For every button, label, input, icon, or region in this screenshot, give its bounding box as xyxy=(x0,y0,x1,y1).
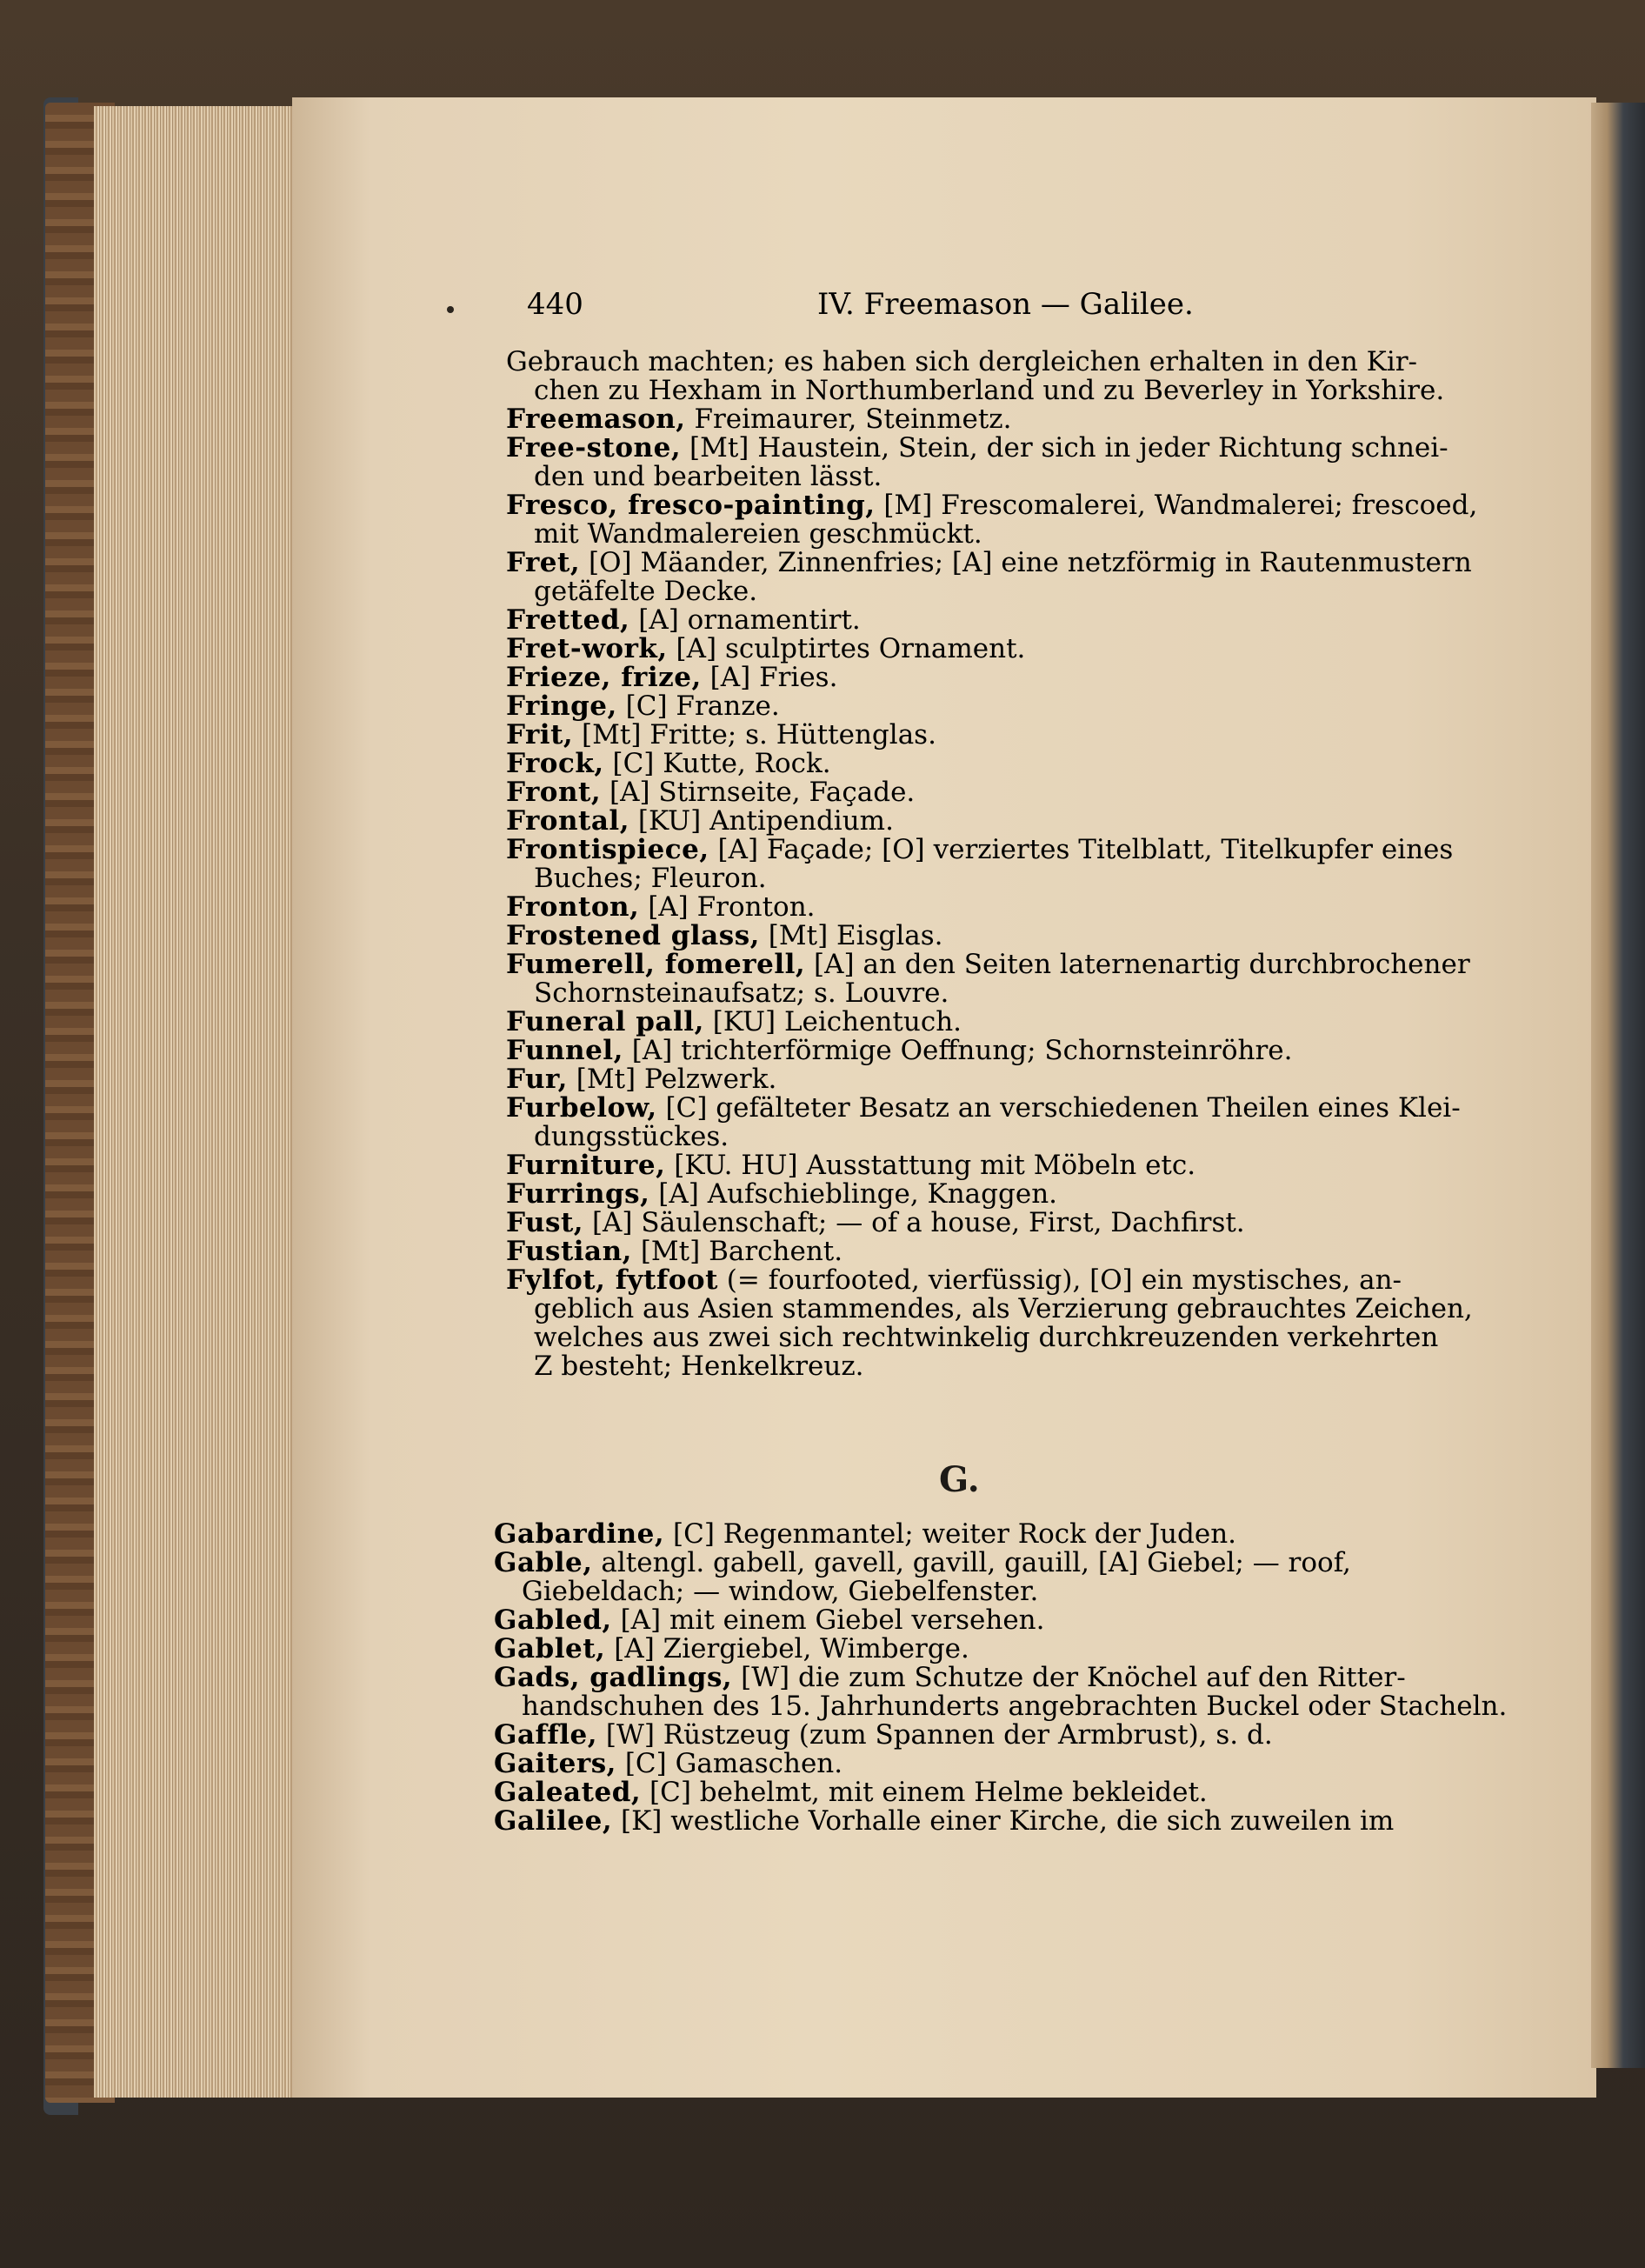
entry-text: [C] gefälteter Besatz an verschiedenen Theilen eines Klei- xyxy=(665,1092,1461,1124)
dictionary-entry xyxy=(506,405,1436,434)
entry-headword: Frontal, xyxy=(506,805,629,837)
page-number: 440 xyxy=(527,287,583,322)
entry-headword: Furniture, xyxy=(506,1150,666,1181)
entry-headword: Freemason, xyxy=(506,404,686,435)
dictionary-entry xyxy=(494,1606,1442,1635)
entry-headword: Fust, xyxy=(506,1207,584,1238)
entry-headword: Fret-work, xyxy=(506,633,668,664)
book-cover-right xyxy=(1591,103,1645,2068)
dictionary-entry xyxy=(494,1750,1442,1778)
section-letter-heading: G. xyxy=(939,1459,980,1500)
entry-text: (= fourfooted, vierfüssig), [O] ein mystisches, an- xyxy=(726,1264,1402,1296)
entry-headword: Frieze, frize, xyxy=(506,662,702,693)
entry-headword: Funeral pall, xyxy=(506,1006,704,1037)
dictionary-entry xyxy=(506,1237,1436,1266)
entry-headword: Fur, xyxy=(506,1064,568,1095)
entry-text: [A] Fries. xyxy=(709,662,838,693)
entry-text: geblich aus Asien stammendes, als Verzierung gebrauchtes Zeichen, xyxy=(534,1293,1473,1324)
entry-headword: Fretted, xyxy=(506,604,630,636)
entry-text: chen zu Hexham in Northumberland und zu Beverley in Yorkshire. xyxy=(534,375,1445,406)
dictionary-entry xyxy=(494,1807,1442,1836)
entry-text: [A] Aufschieblinge, Knaggen. xyxy=(658,1178,1058,1210)
entry-text: [C] Franze. xyxy=(625,690,780,722)
entry-text: [A] Façade; [O] verziertes Titelblatt, Titelkupfer eines xyxy=(717,834,1454,865)
dictionary-entry xyxy=(506,807,1436,836)
dictionary-entry xyxy=(506,1008,1436,1037)
dictionary-entry xyxy=(494,1662,1508,1722)
entry-headword: Gaiters, xyxy=(494,1748,616,1779)
dictionary-entry xyxy=(506,1151,1436,1180)
entry-text: [A] Stirnseite, Façade. xyxy=(609,777,916,808)
entry-headword: Frock, xyxy=(506,748,604,779)
entry-headword: Gaffle, xyxy=(494,1719,598,1751)
dictionary-entry xyxy=(506,922,1436,951)
entry-headword: Frit, xyxy=(506,719,574,750)
dictionary-entry xyxy=(506,893,1436,922)
entry-text: [W] die zum Schutze der Knöchel auf den Ritter- xyxy=(741,1662,1406,1693)
entry-text: [A] Ziergiebel, Wimberge. xyxy=(614,1633,969,1664)
dictionary-entry xyxy=(506,949,1470,1009)
entry-text: Freimaurer, Steinmetz. xyxy=(694,404,1012,435)
entry-headword: Fumerell, fomerell, xyxy=(506,949,806,980)
entry-text: handschuhen des 15. Jahrhunderts angebrachten Buckel oder Stacheln. xyxy=(522,1691,1508,1722)
entry-headword: Furbelow, xyxy=(506,1092,657,1124)
entry-text: [A] an den Seiten laternenartig durchbrochener xyxy=(814,949,1470,980)
entry-headword: Fronton, xyxy=(506,891,640,923)
running-head xyxy=(527,287,1466,330)
dictionary-entry xyxy=(506,1209,1436,1237)
entry-headword: Front, xyxy=(506,777,602,808)
dictionary-entry xyxy=(494,1549,1442,1606)
entry-headword: Frontispiece, xyxy=(506,834,709,865)
entry-text: Buches; Fleuron. xyxy=(534,863,767,894)
dictionary-entry xyxy=(506,606,1436,635)
dictionary-entry xyxy=(506,778,1436,807)
dictionary-entry xyxy=(506,1037,1436,1065)
dictionary-entry xyxy=(506,346,1445,406)
dictionary-entry xyxy=(506,547,1472,607)
dictionary-entry xyxy=(506,721,1436,750)
entry-text: welches aus zwei sich rechtwinkelig durchkreuzenden verkehrten xyxy=(534,1322,1439,1353)
dictionary-entry xyxy=(506,1180,1436,1209)
entry-text: dungsstückes. xyxy=(534,1121,729,1152)
entry-text: [A] sculptirtes Ornament. xyxy=(676,633,1026,664)
dictionary-entry xyxy=(506,1065,1436,1094)
entry-headword: Gablet, xyxy=(494,1633,606,1664)
running-title: IV. Freemason — Galilee. xyxy=(817,287,1194,322)
entry-headword: Fringe, xyxy=(506,690,617,722)
entry-text: [Mt] Fritte; s. Hüttenglas. xyxy=(582,719,936,750)
entry-text: altengl. gabell, gavell, gavill, gauill, [A] Giebel; — roof, xyxy=(601,1547,1351,1578)
dictionary-entry xyxy=(506,1264,1473,1382)
entry-headword: Free-stone, xyxy=(506,432,682,464)
entry-text: mit Wandmalereien geschmückt. xyxy=(534,518,982,550)
dictionary-entry xyxy=(506,1092,1461,1152)
dictionary-entry xyxy=(506,692,1436,721)
entry-text: [A] trichterförmige Oeffnung; Schornsteinröhre. xyxy=(631,1035,1293,1066)
entry-headword: Galeated, xyxy=(494,1777,642,1808)
entry-text: Giebeldach; — window, Giebelfenster. xyxy=(522,1576,1039,1607)
dictionary-entry xyxy=(506,750,1436,778)
dictionary-entry xyxy=(506,664,1436,692)
entry-text: [A] Säulenschaft; — of a house, First, Dachfirst. xyxy=(591,1207,1245,1238)
entry-text: [Mt] Pelzwerk. xyxy=(576,1064,777,1095)
entry-text: [KU. HU] Ausstattung mit Möbeln etc. xyxy=(674,1150,1196,1181)
entry-headword: Frostened glass, xyxy=(506,920,760,951)
dictionary-entry xyxy=(494,1778,1442,1807)
entry-text: [C] Kutte, Rock. xyxy=(612,748,831,779)
entry-text: [C] Gamaschen. xyxy=(624,1748,843,1779)
entry-headword: Gable, xyxy=(494,1547,593,1578)
entry-headword: Gads, gadlings, xyxy=(494,1662,733,1693)
entry-text: Gebrauch machten; es haben sich dergleichen erhalten in den Kir- xyxy=(506,346,1418,377)
margin-dot xyxy=(447,306,454,313)
entry-text: [K] westliche Vorhalle einer Kirche, die sich zuweilen im xyxy=(621,1805,1395,1837)
entry-text: [O] Mäander, Zinnenfries; [A] eine netzförmig in Rautenmustern xyxy=(589,547,1472,578)
entry-headword: Galilee, xyxy=(494,1805,613,1837)
entry-text: [Mt] Eisglas. xyxy=(768,920,943,951)
dictionary-entry xyxy=(494,1520,1442,1549)
entry-text: [C] Regenmantel; weiter Rock der Juden. xyxy=(673,1518,1237,1550)
entry-headword: Funnel, xyxy=(506,1035,623,1066)
entry-text: [Mt] Barchent. xyxy=(640,1236,843,1267)
entry-headword: Fylfot, fytfoot xyxy=(506,1264,718,1296)
entry-text: Z besteht; Henkelkreuz. xyxy=(534,1351,864,1382)
entry-headword: Furrings, xyxy=(506,1178,650,1210)
entry-text: den und bearbeiten lässt. xyxy=(534,461,882,492)
entry-text: [Mt] Haustein, Stein, der sich in jeder Richtung schnei- xyxy=(689,432,1449,464)
entry-headword: Fresco, fresco-painting, xyxy=(506,490,876,521)
entry-text: [KU] Antipendium. xyxy=(637,805,894,837)
entry-text: [A] mit einem Giebel versehen. xyxy=(620,1604,1045,1636)
page-edges xyxy=(94,106,296,2098)
entry-text: [A] Fronton. xyxy=(648,891,816,923)
dictionary-entry xyxy=(506,490,1478,550)
entry-headword: Gabardine, xyxy=(494,1518,665,1550)
entry-text: [A] ornamentirt. xyxy=(638,604,861,636)
entry-text: [W] Rüstzeug (zum Spannen der Armbrust), s. d. xyxy=(605,1719,1273,1751)
entry-text: [C] behelmt, mit einem Helme bekleidet. xyxy=(649,1777,1208,1808)
entries-g-section xyxy=(494,1518,1508,1837)
entry-text: Schornsteinaufsatz; s. Louvre. xyxy=(534,977,949,1009)
entry-headword: Fret, xyxy=(506,547,581,578)
entries-f-section xyxy=(506,346,1478,1382)
entry-text: [KU] Leichentuch. xyxy=(712,1006,962,1037)
dictionary-entry xyxy=(494,1721,1442,1750)
dictionary-entry xyxy=(506,432,1449,492)
entry-text: getäfelte Decke. xyxy=(534,576,758,607)
entry-headword: Fustian, xyxy=(506,1236,632,1267)
dictionary-entry xyxy=(506,635,1436,664)
entry-headword: Gabled, xyxy=(494,1604,612,1636)
dictionary-entry xyxy=(506,834,1454,894)
dictionary-entry xyxy=(494,1635,1442,1664)
entry-text: [M] Frescomalerei, Wandmalerei; frescoed, xyxy=(883,490,1478,521)
